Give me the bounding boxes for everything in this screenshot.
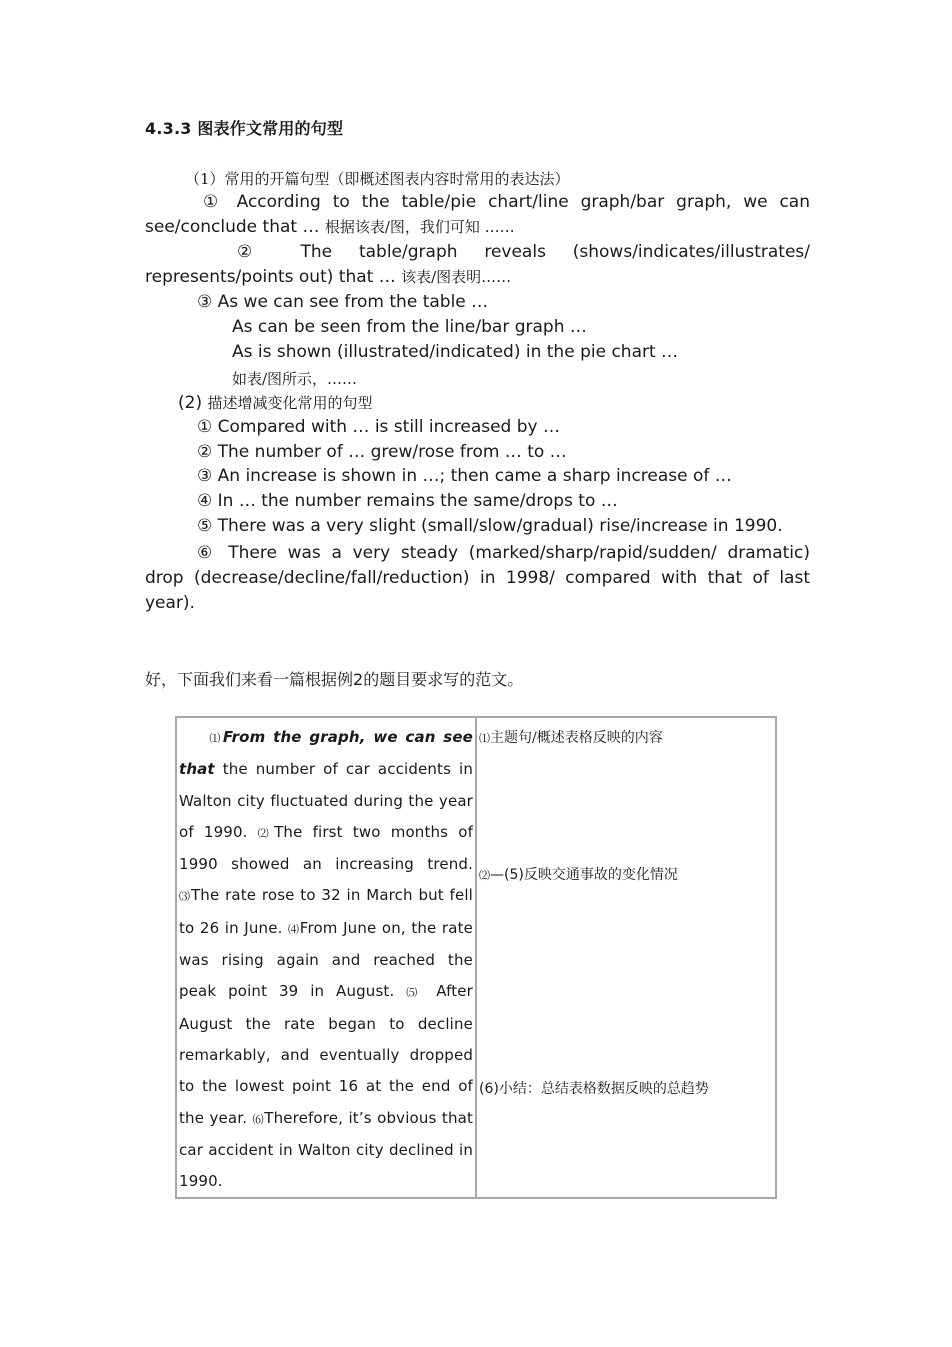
- section1-sentence3a: ③ As we can see from the table …: [197, 292, 489, 312]
- note-3-text: 小结：总结表格数据反映的总趋势: [498, 1081, 709, 1097]
- marker-2: ⑵: [257, 826, 275, 840]
- note-1: [479, 727, 663, 747]
- note-2-marker: ⑵: [479, 869, 490, 882]
- section1-sentence2: [145, 240, 810, 290]
- sentence1-chinese: 根据该表/图，我们可知 ……: [324, 218, 515, 236]
- essay-text-2: The first two months of 1990 showed an increasing trend.: [179, 822, 473, 874]
- topic-sentence: From the graph, we can see that: [179, 728, 473, 779]
- section2-sentence2: ② The number of … grew/rose from … to …: [197, 442, 567, 462]
- marker-3: ⑶: [179, 890, 191, 904]
- section1-sentence3c: As is shown (illustrated/indicated) in the pie chart …: [232, 342, 679, 362]
- note-1-text: 主题句/概述表格反映的内容: [490, 730, 663, 746]
- section2-sentence3: ③ An increase is shown in …; then came a sharp increase of …: [197, 466, 732, 486]
- essay-text-1: the number of car accidents in Walton city fluctuated during the year of 1990.: [179, 760, 473, 841]
- essay-text-4: From June on, the rate was rising again and reached the peak point 39 in August.: [179, 918, 473, 1001]
- section2-sentence5: ⑤ There was a very slight (small/slow/gradual) rise/increase in 1990.: [197, 516, 783, 536]
- sentence2-english: ② The table/graph reveals (shows/indicates/illustrates/ represents/points out) that …: [145, 242, 810, 287]
- example-table: [175, 716, 777, 1199]
- example-notes-cell: [476, 717, 776, 1198]
- intro-number: 2: [353, 670, 364, 689]
- example-essay-cell: [176, 717, 476, 1198]
- marker-6: ⑹: [252, 1112, 265, 1126]
- note-1-marker: ⑴: [479, 732, 490, 745]
- heading-number: 4.3.3: [145, 119, 192, 138]
- essay-text-3: The rate rose to 32 in March but fell to 26 in June.: [179, 886, 473, 937]
- marker-4: ⑷: [288, 922, 300, 936]
- essay-text-6: Therefore, it’s obvious that car accident in Walton city declined in 1990.: [179, 1108, 473, 1191]
- note-3-number: (6): [479, 1081, 499, 1097]
- section2-title: [178, 392, 373, 413]
- note-2: [479, 864, 678, 884]
- heading-title: 图表作文常用的句型: [197, 119, 344, 138]
- section2-number: (2): [178, 393, 208, 413]
- marker-5: ⑸: [406, 986, 425, 1000]
- section2-title-text: 描述增减变化常用的句型: [207, 394, 373, 412]
- section1-sentence3b: As can be seen from the line/bar graph …: [232, 317, 587, 337]
- sentence2-chinese: 该表/图表明……: [401, 268, 512, 286]
- section1-sentence1: [145, 190, 810, 240]
- section2-sentence6: ⑥ There was a very steady (marked/sharp/rapid/sudden/ dramatic) drop (decrease/decline/fall/reduction) in 1998/ compared with that of last year).: [145, 543, 810, 613]
- marker-1: ⑴: [207, 732, 223, 745]
- essay-text-5: After August the rate began to decline remarkably, and eventually dropped to the lowest point 16 at the end of the year.: [179, 982, 473, 1127]
- intro-part1: 好，下面我们来看一篇根据例: [145, 670, 354, 689]
- section1-sentence3d: 如表/图所示，……: [232, 370, 358, 388]
- section-heading: [145, 116, 343, 139]
- intro-text: [145, 667, 523, 690]
- section2-sentence1: ① Compared with … is still increased by …: [197, 417, 561, 437]
- note-2-range: —(5): [490, 867, 524, 883]
- sentence1-english: ① According to the table/pie chart/line graph/bar graph, we can see/conclude that …: [145, 192, 810, 237]
- section2-sentence4: ④ In … the number remains the same/drops to …: [197, 491, 618, 511]
- note-3: [479, 1078, 709, 1098]
- example-essay: [177, 718, 475, 1197]
- intro-part2: 的题目要求写的范文。: [363, 670, 524, 689]
- note-2-text: 反映交通事故的变化情况: [523, 867, 678, 883]
- section1-title: （1）常用的开篇句型（即概述图表内容时常用的表达法）: [185, 170, 570, 188]
